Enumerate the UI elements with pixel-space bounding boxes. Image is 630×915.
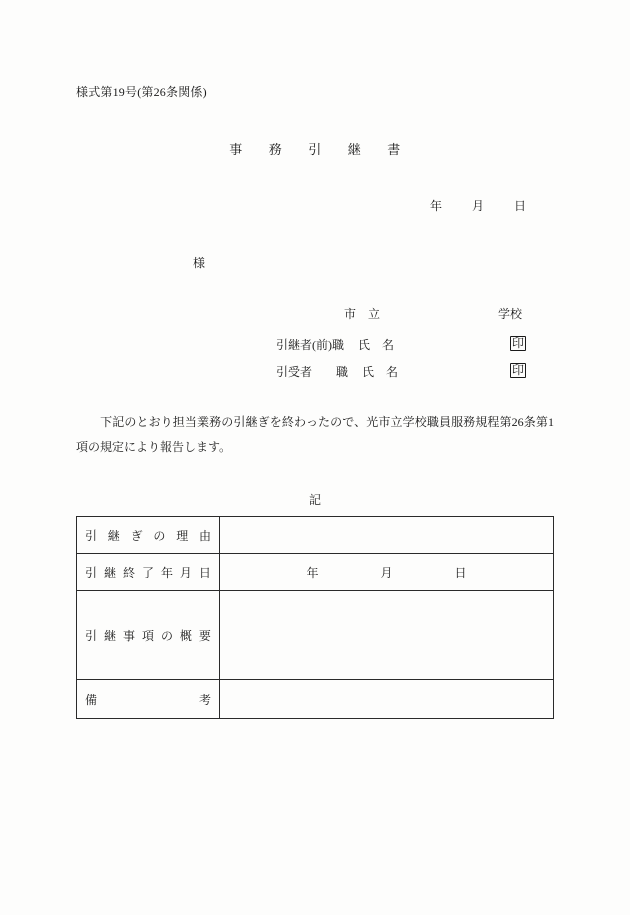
label-char: 月 <box>179 565 192 580</box>
ki-mark: 記 <box>308 493 321 507</box>
label-char: 理 <box>176 528 189 543</box>
label-char: の <box>160 628 173 643</box>
date-year-label: 年 <box>430 199 443 213</box>
label-char: 継 <box>103 565 116 580</box>
label-char: 概 <box>179 628 192 643</box>
date-month-label: 月 <box>472 199 485 213</box>
body-paragraph-text: 下記のとおり担当業務の引継ぎを終わったので、光市立学校職員服務規程第26条第1項の規定により報告します。 <box>76 415 554 454</box>
entry-table <box>76 516 554 719</box>
document-title <box>0 139 630 158</box>
signatory-name-label-transferee: 氏 名 <box>362 365 399 379</box>
title-char-5: 書 <box>387 142 401 157</box>
end-date-day-label: 日 <box>454 565 467 580</box>
title-char-2: 務 <box>268 142 283 157</box>
signatory-name-label-transferor: 氏 名 <box>358 338 395 352</box>
seal-stamp-transferee: 印 <box>512 363 525 377</box>
label-char: 備 <box>85 692 98 707</box>
school-label: 学校 <box>498 307 523 321</box>
end-date-month-label: 月 <box>380 565 393 580</box>
label-char: ぎ <box>130 528 143 543</box>
signatory-row-transferor <box>276 336 394 353</box>
label-char: 考 <box>198 692 211 707</box>
signatory-role-transferor: 引継者(前)職 <box>276 338 344 352</box>
label-char: 年 <box>160 565 173 580</box>
table-row <box>77 554 554 591</box>
label-char: 了 <box>141 565 154 580</box>
row-label-end-date <box>77 554 220 591</box>
label-char: 日 <box>198 565 211 580</box>
label-char: 由 <box>198 528 211 543</box>
label-char: 継 <box>107 528 120 543</box>
label-char: 終 <box>122 565 135 580</box>
city-label: 市 <box>344 307 357 321</box>
row-value-reason[interactable] <box>220 517 554 554</box>
date-line <box>430 197 526 214</box>
seal-stamp-transferor: 印 <box>512 336 525 350</box>
row-label-outline <box>77 591 220 680</box>
label-char: 要 <box>198 628 211 643</box>
row-label-note <box>77 680 220 719</box>
row-value-outline[interactable] <box>220 591 554 680</box>
title-char-3: 引 <box>308 142 322 157</box>
school-line <box>344 305 522 322</box>
title-char-1: 事 <box>229 142 243 157</box>
body-paragraph <box>76 410 554 460</box>
label-char: 引 <box>85 565 98 580</box>
label-char: 継 <box>103 628 116 643</box>
table-row <box>77 680 554 719</box>
date-day-label: 日 <box>514 199 527 213</box>
label-char: 事 <box>122 628 135 643</box>
form-number: 様式第19号(第26条関係) <box>76 85 207 99</box>
row-value-note[interactable] <box>220 680 554 719</box>
label-char: の <box>153 528 166 543</box>
end-date-year-label: 年 <box>306 565 319 580</box>
ritsu-label: 立 <box>368 307 381 321</box>
table-row <box>77 517 554 554</box>
label-char: 引 <box>85 528 98 543</box>
row-label-reason <box>77 517 220 554</box>
label-char: 項 <box>141 628 154 643</box>
addressee-label: 様 <box>193 256 206 270</box>
label-char: 引 <box>85 628 98 643</box>
table-row <box>77 591 554 680</box>
signatory-row-transferee <box>276 363 398 380</box>
title-char-4: 継 <box>347 142 362 157</box>
signatory-role-transferee: 引受者 職 <box>276 365 349 379</box>
row-value-end-date[interactable] <box>220 554 554 591</box>
